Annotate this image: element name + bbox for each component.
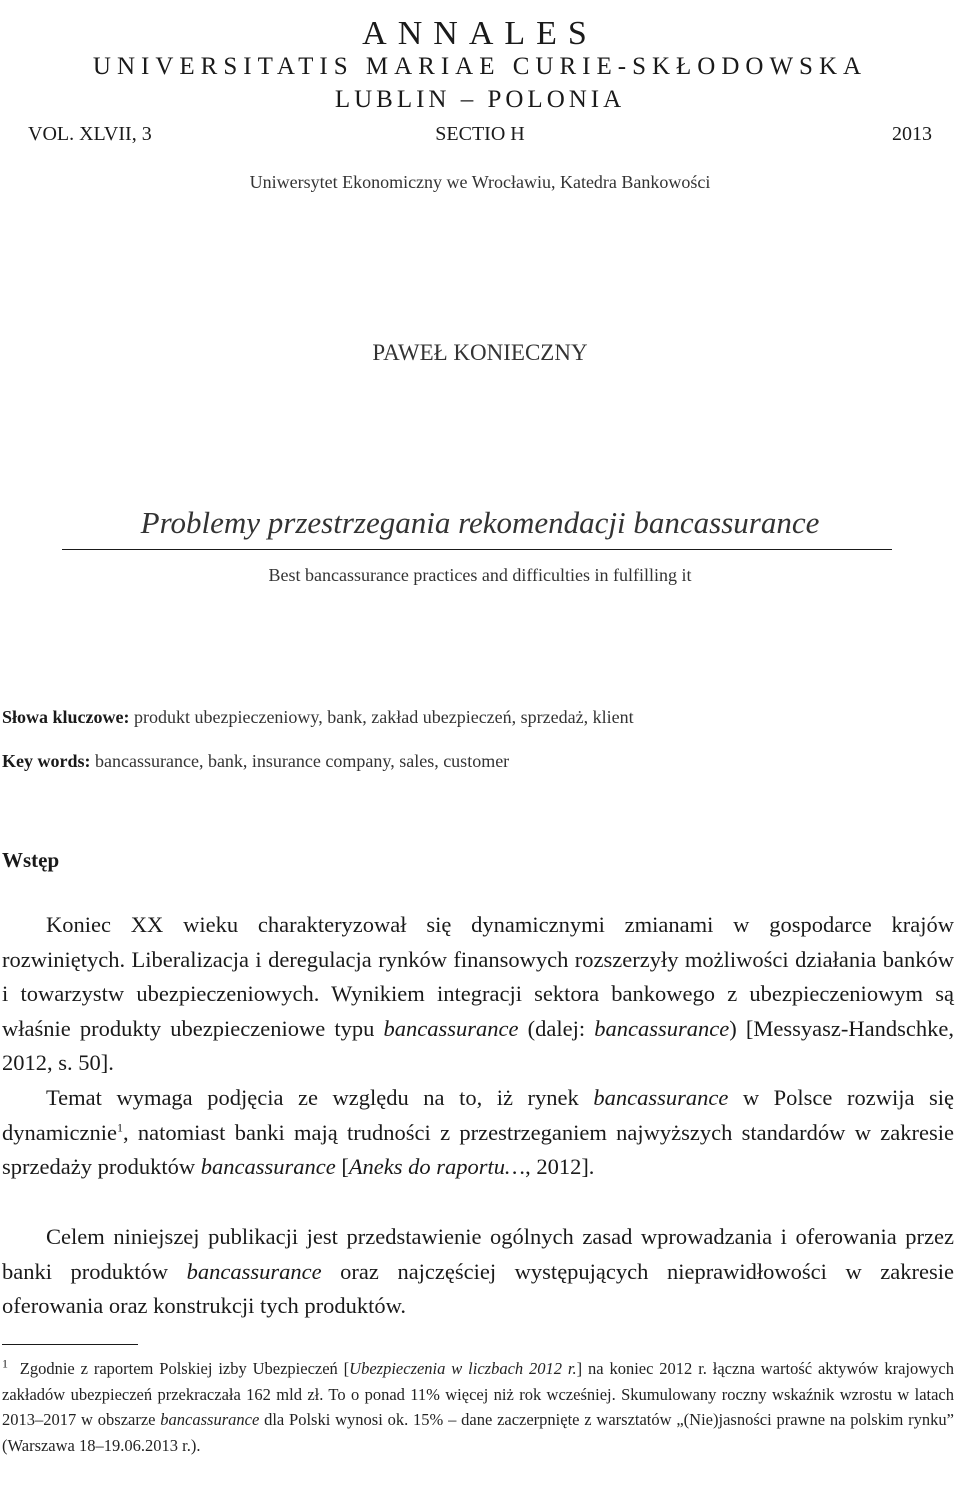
text-run: , natomiast banki mają trudności z przestrzeganiem najwyższych standardów w zakresie sprzedaży produktów — [2, 1119, 954, 1179]
footnote-text: dla Polski wynosi ok. 15% – dane zaczerpnięte z warsztatów „(Nie)jasności prawne na polskim rynku” (Warszawa 18–19.06.2013 r.). — [2, 1410, 954, 1455]
text-run: ) [Messyasz-Handschke, 2012, s. 50]. — [2, 1015, 954, 1075]
footnote-1 — [2, 1356, 954, 1458]
journal-university: UNIVERSITATIS MARIAE CURIE-SKŁODOWSKA — [92, 53, 868, 80]
keywords-english-label: Key words: — [2, 751, 91, 771]
italic-term: bancassurance — [594, 1015, 730, 1041]
text-run: Celem niniejszej publikacji jest przedstawienie ogólnych zasad wprowadzania i oferowania przez banki produktów — [2, 1224, 954, 1284]
italic-term: bancassurance — [383, 1015, 519, 1041]
body-paragraph-3 — [2, 1220, 954, 1324]
section-heading: Wstęp — [2, 848, 60, 872]
footnote-rule — [2, 1344, 138, 1345]
keywords-english-text: bancassurance, bank, insurance company, sales, customer — [90, 751, 510, 771]
author-name: PAWEŁ KONIECZNY — [372, 340, 588, 365]
footnote-mark: 1 — [2, 1356, 8, 1371]
text-run: , 2012]. — [525, 1154, 595, 1179]
italic-citation: Aneks do raportu… — [348, 1154, 526, 1179]
footnote-ref[interactable]: 1 — [116, 1120, 123, 1134]
footnote-italic: bancassurance — [160, 1410, 260, 1429]
title-rule — [62, 549, 892, 550]
body-paragraph-1 — [2, 908, 954, 1081]
footnote-text: Zgodnie z raportem Polskiej izby Ubezpieczeń [ — [19, 1359, 350, 1378]
keywords-polish — [2, 705, 952, 729]
paper-subtitle: Best bancassurance practices and difficulties in fulfilling it — [268, 565, 692, 585]
journal-year: 2013 — [892, 123, 932, 145]
italic-term: bancassurance — [200, 1154, 336, 1179]
footnote-italic: Ubezpieczenia w liczbach 2012 r. — [349, 1359, 577, 1378]
text-run: [ — [335, 1154, 349, 1179]
text-run: (dalej: — [518, 1015, 595, 1041]
text-run: Koniec XX wieku charakteryzował się dynamicznymi zmianami w gospodarce krajów rozwiniętych. Liberalizacja i deregulacja rynków finansowych rozszerzyły możliwości działania banków i towarzystw ubezpieczeniowych. Wynikiem integracji sektora bankowego z ubezpieczeniowym są właśnie produkty ubezpieczeniowe typu — [2, 912, 954, 1041]
keywords-polish-text: produkt ubezpieczeniowy, bank, zakład ubezpieczeń, sprzedaż, klient — [129, 707, 634, 727]
text-run: oraz najczęściej występujących nieprawidłowości w zakresie oferowania oraz konstrukcji tych produktów. — [2, 1258, 954, 1318]
journal-location: LUBLIN – POLONIA — [334, 86, 626, 113]
journal-meta-row — [28, 120, 932, 148]
text-run: w Polsce rozwija się dynamicznie — [2, 1085, 954, 1145]
text-run: Temat wymaga podjęcia ze względu na to, iż rynek — [46, 1085, 594, 1110]
keywords-polish-label: Słowa kluczowe: — [2, 707, 130, 727]
journal-volume: VOL. XLVII, 3 — [28, 123, 152, 145]
author-affiliation: Uniwersytet Ekonomiczny we Wrocławiu, Katedra Bankowości — [249, 172, 711, 192]
body-paragraph-2 — [2, 1081, 954, 1185]
footnote-text: ] na koniec 2012 r. łączna wartość aktywów krajowych zakładów ubezpieczeń przekraczała 162 mld zł. To o ponad 11% więcej niż rok wcześniej. Skumulowany roczny wskaźnik wzrostu w latach 2013–2017 w obszarze — [2, 1359, 954, 1429]
journal-title: ANNALES — [362, 15, 598, 52]
paper-title: Problemy przestrzegania rekomendacji bancassurance — [140, 505, 820, 540]
journal-section: SECTIO H — [435, 123, 525, 145]
keywords-english — [2, 749, 952, 773]
italic-term: bancassurance — [186, 1258, 322, 1284]
italic-term: bancassurance — [593, 1085, 729, 1110]
